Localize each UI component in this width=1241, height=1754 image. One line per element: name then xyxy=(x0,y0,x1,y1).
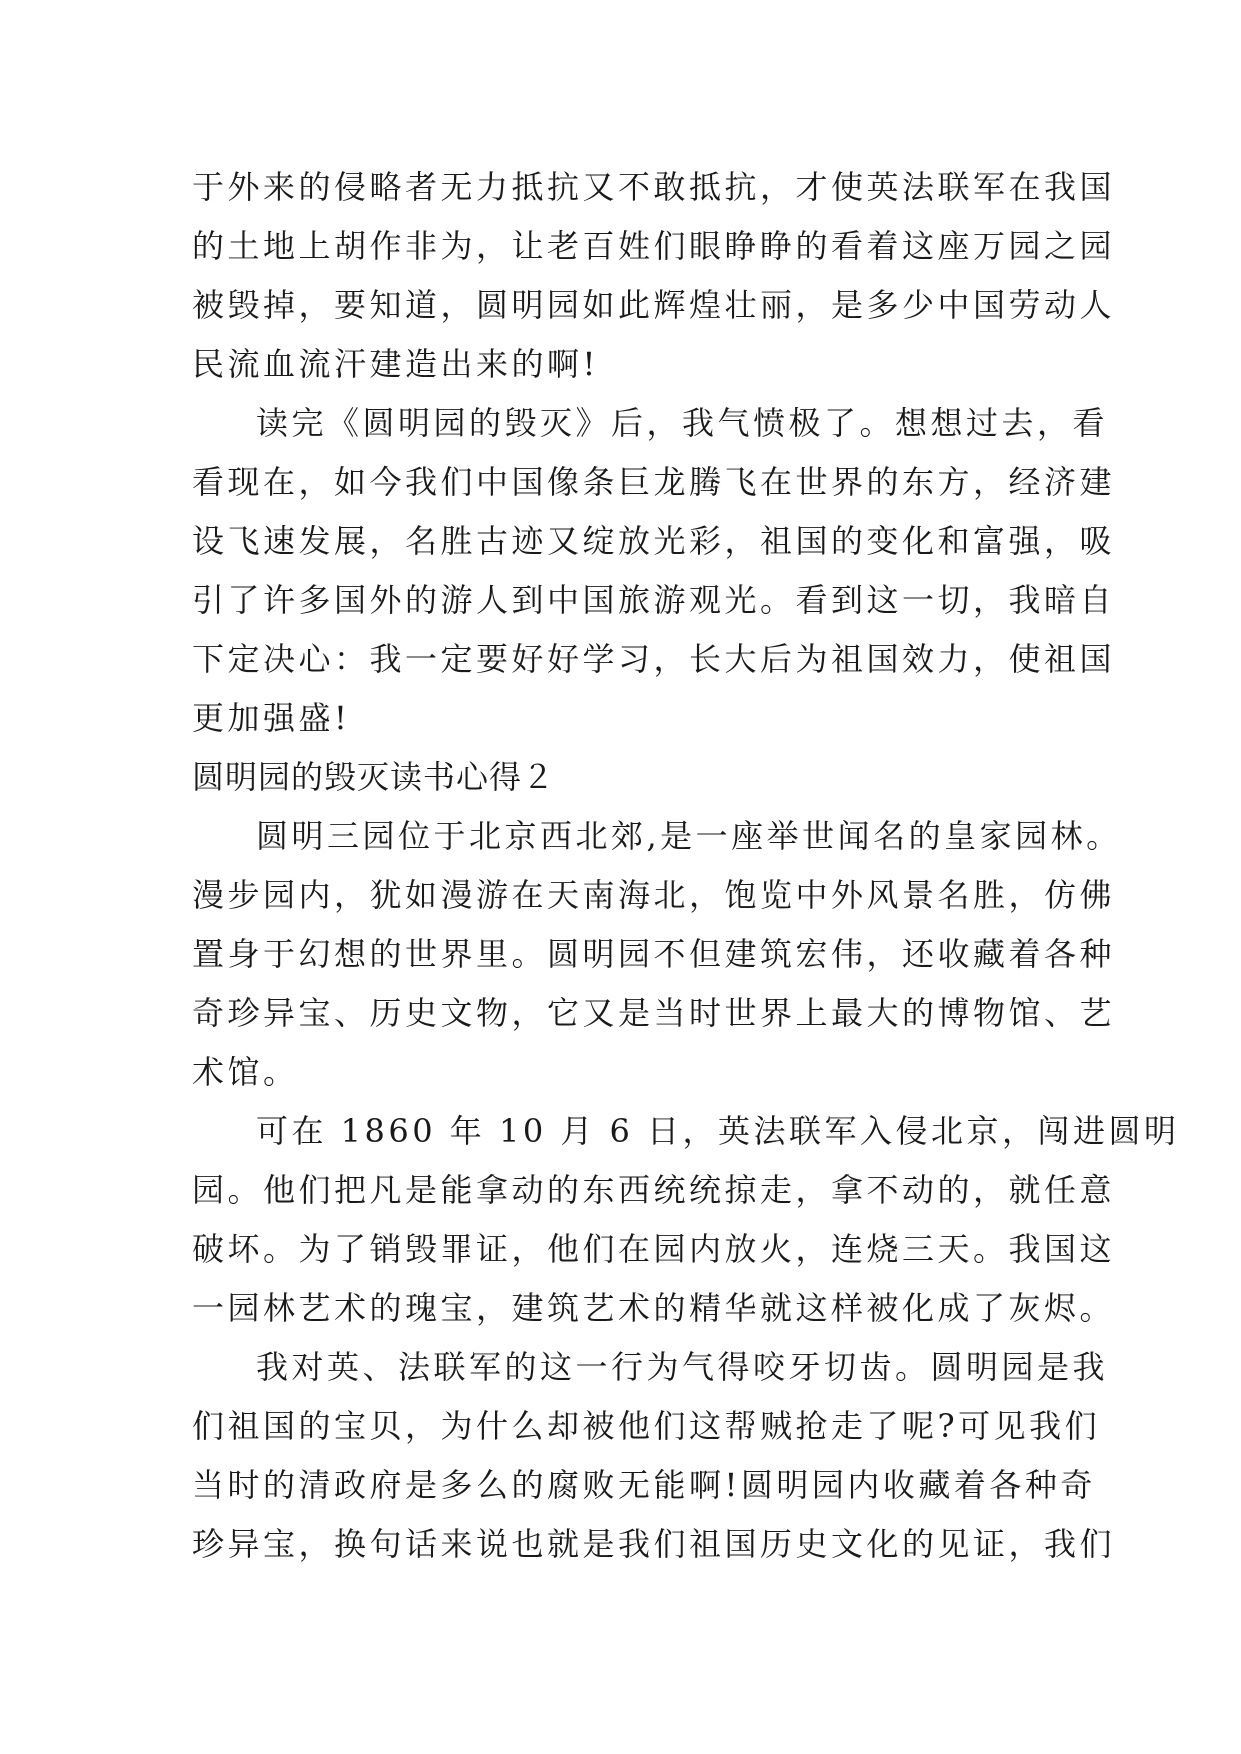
text-line: 的土地上胡作非为，让老百姓们眼睁睁的看着这座万园之园 xyxy=(192,227,1116,265)
text-line: 奇珍异宝、历史文物，它又是当时世界上最大的博物馆、艺 xyxy=(192,994,1116,1032)
text-line: 更加强盛! xyxy=(192,699,351,737)
paragraph-first-line: 圆明三园位于北京西北郊,是一座举世闻名的皇家园林。 xyxy=(256,817,1122,855)
text-line: 术馆。 xyxy=(192,1053,299,1091)
text-line: 破坏。为了销毁罪证，他们在园内放火，连烧三天。我国这 xyxy=(192,1230,1116,1268)
text-line: 下定决心：我一定要好好学习，长大后为祖国效力，使祖国 xyxy=(192,640,1116,678)
document-page xyxy=(192,158,1180,1574)
text-line: 们祖国的宝贝，为什么却被他们这帮贼抢走了呢?可见我们 xyxy=(192,1407,1101,1445)
text-line: 于外来的侵略者无力抵抗又不敢抵抗，才使英法联军在我国 xyxy=(192,168,1116,206)
text-line: 珍异宝，换句话来说也就是我们祖国历史文化的见证，我们 xyxy=(192,1525,1116,1563)
text-line: 园。他们把凡是能拿动的东西统统掠走，拿不动的，就任意 xyxy=(192,1171,1116,1209)
text-line: 引了许多国外的游人到中国旅游观光。看到这一切，我暗自 xyxy=(192,581,1116,619)
paragraph-first-line: 可在 1860 年 10 月 6 日，英法联军入侵北京，闯进圆明 xyxy=(256,1112,1180,1150)
text-line: 看现在，如今我们中国像条巨龙腾飞在世界的东方，经济建 xyxy=(192,463,1116,501)
paragraph-first-line: 读完《圆明园的毁灭》后，我气愤极了。想想过去，看 xyxy=(256,404,1109,442)
paragraph-first-line: 我对英、法联军的这一行为气得咬牙切齿。圆明园是我 xyxy=(256,1348,1109,1386)
text-line: 置身于幻想的世界里。圆明园不但建筑宏伟，还收藏着各种 xyxy=(192,935,1116,973)
text-line: 设飞速发展，名胜古迹又绽放光彩，祖国的变化和富强，吸 xyxy=(192,522,1116,560)
text-line: 当时的清政府是多么的腐败无能啊!圆明园内收藏着各种奇 xyxy=(192,1466,1096,1504)
text-line: 漫步园内，犹如漫游在天南海北，饱览中外风景名胜，仿佛 xyxy=(192,876,1116,914)
text-line: 一园林艺术的瑰宝，建筑艺术的精华就这样被化成了灰烬。 xyxy=(192,1289,1116,1327)
section-heading: 圆明园的毁灭读书心得２ xyxy=(192,758,556,796)
text-line: 被毁掉，要知道，圆明园如此辉煌壮丽，是多少中国劳动人 xyxy=(192,286,1116,324)
text-line: 民流血流汗建造出来的啊! xyxy=(192,345,599,383)
